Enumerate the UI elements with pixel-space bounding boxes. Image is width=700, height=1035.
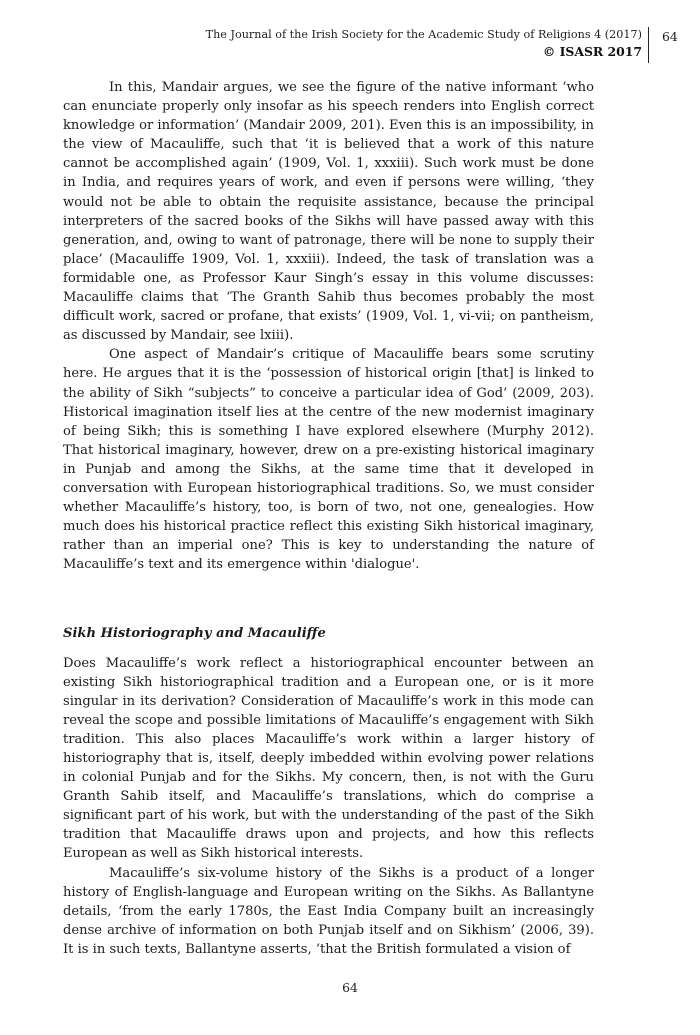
running-header bbox=[206, 27, 649, 63]
paragraph: Macauliffe’s six-volume history of the Sikhs is a product of a longer history of English-language and European writing on the Sikhs. As Ballantyne details, ‘from the early 1780s, the East India Company built an increasingly dense archive of information on both Punjab itself and on Sikhism’ (2006, 39). It is in such texts, Ballantyne asserts, ‘that the British formulated a vision of bbox=[63, 865, 594, 957]
paragraph: Does Macauliffe’s work reflect a historiographical encounter between an existing Sikh historiographical tradition and a European one, or is it more singular in its derivation? Consideration of Macauliffe’s work in this mode can reveal the scope and possible limitations of Macauliffe’s engagement with Sikh tradition. This also places Macauliffe’s work within a larger history of historiography that is, itself, deeply imbedded within evolving power relations in colonial Punjab and for the Sikhs. My concern, then, is not with the Guru Granth Sahib itself, and Macauliffe’s translations, which do comprise a significant part of his work, but with the understanding of the past of the Sikh tradition that Macauliffe draws upon and projects, and how this reflects European as well as Sikh historical interests. bbox=[63, 655, 594, 862]
footer-page-number: 64 bbox=[342, 980, 358, 995]
copyright-line: © ISASR 2017 bbox=[542, 44, 642, 59]
section-gap bbox=[63, 574, 594, 624]
paragraph: In this, Mandair argues, we see the figure of the native informant ‘who can enunciate properly only insofar as his speech renders into English correct knowledge or information’ (Mandair 2009, 201). Even this is an impossibility, in the view of Macauliffe, such that ‘it is believed that a work of this nature cannot be accomplished again’ (1909, Vol. 1, xxxiii). Such work must be done in India, and requires years of work, and even if persons were willing, ‘they would not be able to obtain the requisite assistance, because the principal interpreters of the sacred books of the Sikhs will have passed away with this generation, and, owing to want of patronage, there will be none to supply their place’ (Macauliffe 1909, Vol. 1, xxxiii). Indeed, the task of translation was a formidable one, as Professor Kaur Singh’s essay in this volume discusses: Macauliffe claims that ‘The Granth Sahib thus becomes probably the most difficult work, sacred or profane, that exists’ (1909, Vol. 1, vi-vii; on pantheism, as discussed by Mandair, see lxiii). bbox=[63, 80, 594, 344]
header-page-number: 64 bbox=[662, 29, 678, 44]
main-text bbox=[63, 78, 594, 959]
section-heading: Sikh Historiography and Macauliffe bbox=[63, 626, 326, 642]
journal-title: The Journal of the Irish Society for the Academic Study of Religions 4 (2017) bbox=[205, 28, 642, 41]
paragraph: One aspect of Mandair’s critique of Macauliffe bears some scrutiny here. He argues that it is the ‘possession of historical origin [that] is linked to the ability of Sikh “subjects” to conceive a particular idea of God’ (2009, 203). Historical imagination itself lies at the centre of the new modernist imaginary of being Sikh; this is something I have explored elsewhere (Murphy 2012). That historical imaginary, however, drew on a pre-existing historical imaginary in Punjab and among the Sikhs, at the same time that it developed in conversation with European historiographical traditions. So, we must consider whether Macauliffe’s history, too, is born of two, not one, genealogies. How much does his historical practice reflect this existing Sikh historical imaginary, rather than an imperial one? This is key to understanding the nature of Macauliffe’s text and its emergence within 'dialogue'. bbox=[63, 347, 594, 573]
